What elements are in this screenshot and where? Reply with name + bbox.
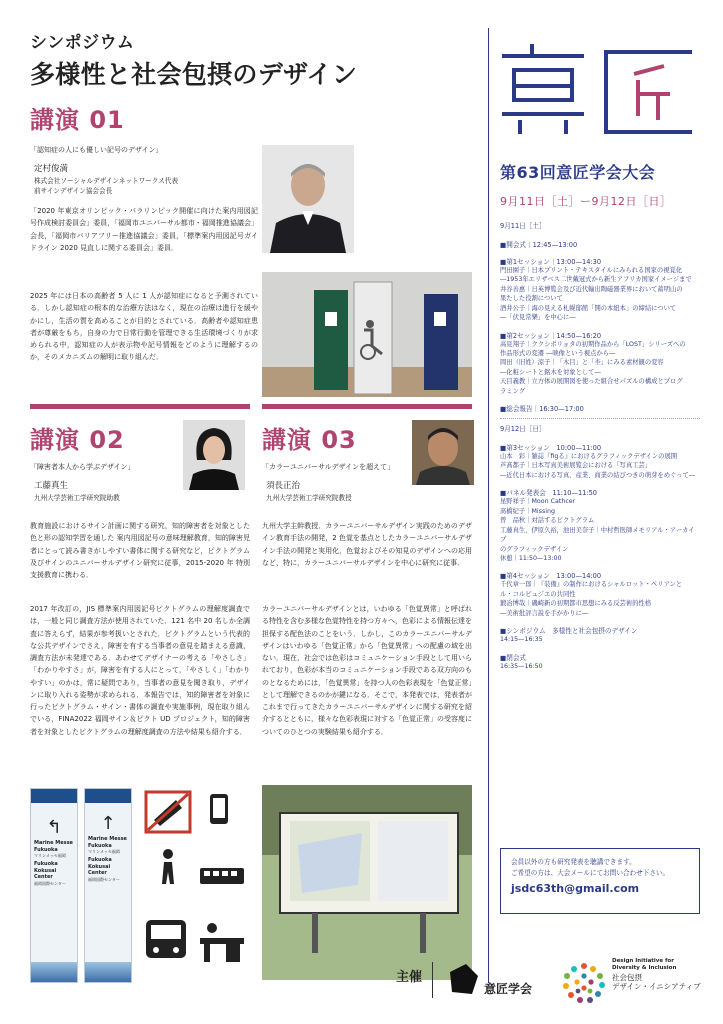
pictograms-icon [142, 790, 250, 980]
lecture1-affiliation-2: 前サインデザイン協会会長 [34, 187, 113, 196]
org1-logo [446, 960, 554, 1002]
lecture3-affiliation: 九州大学芸術工学研究院教授 [266, 493, 352, 502]
lecture3-para1: 九州大学主幹教授．カラーユニバーサルデザイン実践のためのデザイン教育手法の開発，2 色覚を基点としたカラーユニバーサルデザイン手法の開発と実用化，色覚およびその知見のデザインへの応用など，特に，カラーユニバーサルデザインを中心に研究に従事． [262, 522, 472, 567]
program-day1: 9月11日［土］ [500, 222, 546, 230]
sign2-line1: Marine Messe [88, 836, 127, 842]
lecture2-speaker-photo [183, 420, 245, 490]
sign1-line1: Marine Messe [34, 840, 73, 846]
lecture3-heading: 講演 03 [262, 426, 357, 454]
lecture1-info [30, 145, 255, 196]
arrow-up-icon: ↑ [100, 813, 116, 834]
org2-jp1: 社会包摂 [612, 973, 642, 983]
program-session-item: 休憩｜11:50—13:00 [500, 554, 562, 562]
program [500, 222, 700, 671]
sign1-line4: Kokusai Center [34, 867, 57, 881]
org2-en2: Diversity & Inclusion [612, 964, 677, 971]
lecture1-speaker: 定村俊満 [34, 163, 69, 174]
lecture2-info [30, 462, 180, 503]
program-session-item: 果たした役割について [500, 295, 563, 303]
program-session-item: ル・コルビュジエの共同性 [500, 590, 576, 598]
arrow-turn-icon: ↰ [46, 817, 62, 838]
sign2-jp2: 福岡国際センター [88, 876, 120, 882]
lecture3-speaker-photo [412, 420, 474, 485]
footer-host-label: 主催 [396, 970, 423, 985]
lecture2-para2: 2017 年改訂の，JIS 標準案内用図記号ピクトグラムの理解度調査では，一般と同じ調査方法が使用されていた．121 名中 20 名しか全調査に答えらず，結果が参考扱いとされた．ピクトグラムという代表的な公共デザインでさえ，障害を有する当事者の意見を踏まえる意識，調査方法が未発達である．あわせてデザイナーの考える「やさしさ」「わかりやすさ」が，障害を有する人にとって，「やさしく」「わかりやすい」のかは，常に疑問であり，当事者の意見を聞き取り，デザインに取り入れる姿勢が求められる．本報告では，知的障害者を対象に行ったピクトグラム・サイン・書体の調査や実施事例，現在取り組んでいる，FINA2022 福岡サイン＆ピクト UD プロジェクト，知的障害者を対象としたピクトグラムの理解度調査の方法や結果も紹介する． [30, 605, 250, 736]
program-session-item: 門田園子｜日本プリント・テキスタイルにみられる国家の視覚化 [500, 266, 683, 274]
org2-jp2: デザイン・イニシアティブ [612, 982, 701, 992]
lecture1-talk-title: 「認知症の人にも優しい記号のデザイン」 [30, 146, 163, 154]
conference-title: 第63回意匠学会大会 [500, 163, 656, 182]
program-session-item: 星野祥子｜Moon Cathcer [500, 498, 576, 506]
program-session-item: 曽 品秋｜対話するピクトグラム [500, 517, 595, 525]
program-session-item: 天目義教｜立方体の展開図を使った組合せパズルの構成とプログ [500, 378, 683, 386]
divider-left [30, 404, 250, 409]
program-session-item: ―美術批評言説を手がかりに― [500, 609, 589, 617]
lecture2-affiliation: 九州大学芸術工学研究院助教 [34, 493, 120, 502]
program-session-head: ■パネル発表会 11:10—11:50 [500, 489, 597, 498]
org1-name: 意匠学会 [484, 982, 533, 996]
program-session-item: 鍛冶博哉｜磯崎新の初期都市思想にみる反芸術的性格 [500, 600, 652, 608]
program-session-item: のグラフィックデザイン [500, 545, 569, 553]
sign2-jp1: マリンメッセ福岡 [88, 849, 120, 854]
sign2-line2: Fukuoka [88, 842, 112, 849]
page-title: 多様性と社会包摂のデザイン [30, 60, 358, 89]
lecture2-para1: 教育施設におけるサイン計画に関する研究，知的障害者を対象とした色と形の認知学習を通した 案内用図記号の意味理解教育，知的障害児者にとって読み書きがしやすい書体に関する研究など，ピクトグラム及びサインのユニバーサルデザイン研究に従事，2015-2020 年 特別支援教育に携わる． [30, 522, 250, 579]
program-day2-list [500, 442, 700, 671]
program-session-head: ■総会報告｜16:30—17:00 [500, 405, 584, 414]
lecture1-restroom-photo [262, 272, 472, 397]
program-session-item: ―「伏見常樂」を中心に― [500, 314, 576, 322]
wayfinding-sign-2 [84, 788, 132, 983]
program-session-item: 髙橋紀子｜Missing [500, 507, 555, 515]
program-session-item: ―近代日本における写真、産業、商業の結びつきの萌芽をめぐって― [500, 471, 696, 479]
person-portrait-icon [412, 420, 474, 485]
lecture3-speaker: 須長正治 [266, 480, 301, 491]
program-session-item: 16:35—16:50 [500, 662, 543, 670]
ishou-society-mark-icon [446, 962, 480, 996]
org2-logo [560, 958, 705, 1008]
program-session-item: 作品形式の変遷 ―映像という視点から― [500, 349, 616, 357]
program-session-head: ■開会式｜12:45—13:00 [500, 240, 578, 249]
outdoor-map-board-icon [262, 785, 472, 980]
header [30, 28, 470, 91]
program-session-item: 工藤真生，伊原久裕，池田美奈子｜中村哲医師メモリアル・アーカイブ [500, 526, 695, 544]
sign1-jp2: 福岡国際センター [34, 880, 66, 886]
lecture2-talk-title: 「障害者本人から学ぶデザイン」 [30, 463, 135, 471]
program-session-head: ■シンポジウム 多様性と社会包摂のデザイン [500, 627, 638, 636]
program-session-head: ■第2セッション｜14:50—16:20 [500, 331, 602, 340]
divider-middle [262, 404, 472, 409]
program-session-item: ラミング [500, 387, 526, 395]
program-session-head: ■第3セッション 10:00—11:00 [500, 444, 602, 453]
dots-circle-mark-icon [560, 960, 608, 1004]
lecture1-abstract: 2025 年には日本の高齢者 5 人に 1 人が認知症になると予測されている．しかし認知症の根本的な治療方法はなく，現在の治療は進行を緩やかにし，生活の質を高めることが目的とされている．高齢者や認知症患者が尊厳をもち，自身の力で日常行動を管理できる生活環境づくりが求められる中，認知症の人が表示物や記号情報をどのように理解するのか，そのメカニズムの解明に取り組んだ． [30, 292, 258, 362]
lecture1-affiliation-1: 株式会社ソーシャルデザインネットワークス代表 [34, 176, 179, 185]
person-portrait-icon [262, 145, 354, 253]
sign1-line2: Fukuoka [34, 846, 58, 853]
program-session-item: ―1953年エリザベス二世戴冠式から新生アフリカ国家イメージまで [500, 276, 692, 284]
program-session-item: 高見翔子｜ククシポリョタの初期作品から「LOST」シリーズへの [500, 340, 686, 348]
program-session-item: 岡田（旧姓）涼子｜「木目」と「杢」にみる素材観の変容 [500, 359, 664, 367]
conference-dates: 9月11日［土］ー9月12日［日］ [500, 195, 672, 208]
org2-en1: Design Initiative for [612, 958, 674, 964]
person-portrait-icon [183, 420, 245, 490]
program-session-item: 山本 彩｜雑誌『figる』におけるグラフィックデザインの展開 [500, 453, 678, 461]
right-panel-border [488, 28, 489, 983]
page-subtitle: シンポジウム [30, 33, 135, 53]
restroom-doors-icon [262, 272, 472, 397]
program-session-head: ■閉会式 [500, 653, 527, 662]
program-session-head: ■第4セッション 13:00—14:00 [500, 572, 602, 581]
pictogram-grid [142, 790, 250, 980]
program-session-item: ―化粧シートと銘木を対象として― [500, 368, 601, 376]
conference-logo [494, 40, 699, 140]
program-day1-list [500, 239, 700, 413]
program-session-item: 酒井公子｜海の見える札幌邸館「開の本紐本」の締結について [500, 304, 677, 312]
lecture1-heading: 講演 01 [30, 106, 125, 134]
footer-separator [432, 962, 433, 998]
sign1-line3: Fukuoka [34, 861, 58, 868]
program-day2: 9月12日［日］ [500, 425, 546, 434]
program-session-head: ■第1セッション｜13:00—14:30 [500, 257, 602, 266]
wayfinding-sign-1 [30, 788, 78, 983]
program-session-item: 千代章一郎｜『装備』の制作におけるシャルロット・ペリアンと [500, 581, 683, 589]
lecture1-speaker-photo [262, 145, 354, 253]
contact-email[interactable]: jsdc63th@gmail.com [511, 882, 640, 896]
lecture2-speaker: 工藤真生 [34, 480, 69, 491]
program-session-item: 芦髙都子｜日本写真美術展覧会における「写真工芸」 [500, 462, 652, 470]
sign2-line4: Kokusai Center [88, 863, 111, 877]
contact-box [500, 848, 700, 914]
contact-line1: 会員以外の方も研究発表を聴講できます。 [511, 858, 636, 866]
program-session-item: 井谷善惠｜日英博覧会及び近代輸出陶磁器業界において蓄明山の [500, 285, 683, 293]
lecture3-talk-title: 「カラーユニバーサルデザインを超えて」 [262, 463, 395, 471]
sign1-jp1: マリンメッセ福岡 [34, 853, 66, 858]
campus-map-photo [262, 785, 472, 980]
lecture3-para2: カラーユニバーサルデザインとは，いわゆる「色覚異常」と呼ばれる特性を含む多様な色覚特性を持つ方々へ，色彩による情報伝達を担保する配色法のことをいう．しかし，このカラーユニバーサルデザインはいわゆる「色覚正常」から「色覚異常」への配慮の域を出ない．現在，社会では色彩はコミュニケーション手段として用いられており，色彩が本当のコミュニケーション手段である双方向のものとなるためには，「色覚異常」を持つ人の色彩表現を「色覚正常」として理解できるのかが鍵になる．そこで，本発表では，発表者がこれまで行ってきたカラーユニバーサルデザインに関する研究を紹介するとともに，様々な色彩表現に対する「色覚正常」の受容度についてのひとつの実験結果も紹介する． [262, 605, 472, 736]
ishou-logo-icon [494, 40, 699, 140]
sign2-line3: Fukuoka [88, 857, 112, 864]
contact-line2: ご希望の方は、大会メールにてお問い合わせ下さい。 [511, 868, 670, 877]
program-session-item: 14:15—16:35 [500, 636, 543, 644]
lecture3-info [262, 462, 412, 503]
lecture1-bio: 「2020 年東京オリンピック・パラリンピック開催に向けた案内用図記号作成検討委員会」委員，「福岡市ユニバーサル都市・福岡推進協議会」会長，「福岡市バリアフリー推進協議会」委員，「標準案内用図記号ガイドライン 2020 見直しに関する委員会」委員． [30, 207, 258, 252]
program-separator [500, 418, 700, 419]
lecture2-heading: 講演 02 [30, 426, 125, 454]
